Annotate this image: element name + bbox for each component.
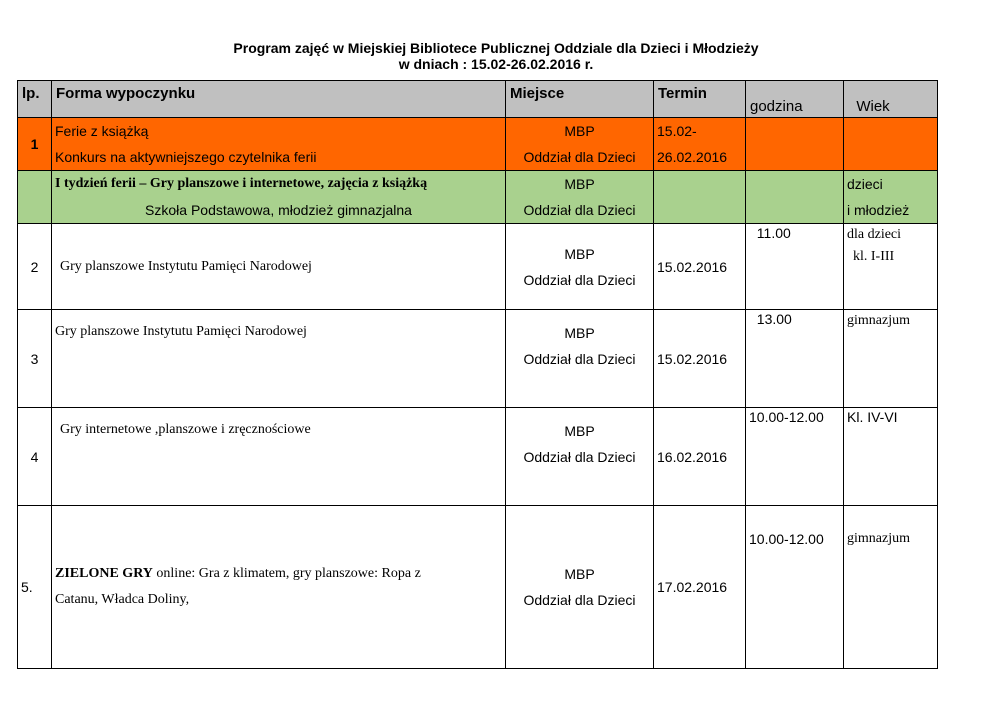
row-miejsce-line2: Oddział dla Dzieci [523, 592, 636, 608]
table-row [18, 171, 938, 224]
row-forma-rest: online: Gra z klimatem, gry planszowe: Ropa z [152, 566, 421, 581]
row-lp: 5. [18, 506, 52, 669]
row-termin-line2: 26.02.2016 [657, 149, 728, 165]
row-termin: 15.02.2016 [654, 224, 746, 310]
row-forma-line1: I tydzień ferii – Gry planszowe i internetowe, zajęcia z książką [55, 176, 428, 191]
row-miejsce [506, 408, 654, 506]
table-row [18, 118, 938, 171]
row-godzina: 10.00-12.00 [746, 506, 844, 669]
row-forma-line2: Konkurs na aktywniejszego czytelnika ferii [55, 149, 317, 165]
row-termin: 17.02.2016 [654, 506, 746, 669]
header-forma: Forma wypoczynku [52, 81, 506, 118]
row-forma-line1 [55, 561, 502, 587]
header-miejsce: Miejsce [506, 81, 654, 118]
row-miejsce-line1: MBP [564, 176, 595, 192]
document-subtitle: w dniach : 15.02-26.02.2016 r. [398, 56, 594, 72]
row-godzina [746, 118, 844, 171]
row-termin-line1: 15.02- [657, 123, 697, 139]
row-miejsce-line2: Oddział dla Dzieci [523, 449, 636, 465]
row-miejsce-line2: Oddział dla Dzieci [523, 202, 636, 218]
row-miejsce [506, 506, 654, 669]
row-wiek: Kl. IV-VI [844, 408, 938, 506]
row-forma-bold: ZIELONE GRY [55, 566, 153, 581]
row-miejsce-line1: MBP [564, 245, 595, 262]
row-miejsce-line1: MBP [564, 423, 595, 439]
row-miejsce [506, 171, 654, 224]
table-row [18, 506, 938, 669]
row-miejsce-line1: MBP [564, 325, 595, 341]
row-lp: 2 [18, 224, 52, 310]
row-wiek [844, 224, 938, 310]
row-wiek: gimnazjum [844, 506, 938, 669]
table-row [18, 224, 938, 310]
row-wiek-line2: kl. I-III [853, 249, 895, 264]
row-forma [52, 506, 506, 669]
row-miejsce-line1: MBP [564, 123, 595, 139]
row-godzina: 11.00 [746, 224, 844, 310]
row-forma: Gry planszowe Instytutu Pamięci Narodowej [52, 310, 506, 408]
row-lp [18, 171, 52, 224]
row-miejsce [506, 310, 654, 408]
row-lp: 3 [18, 310, 52, 408]
document-title: Program zajęć w Miejskiej Bibliotece Publicznej Oddziale dla Dzieci i Młodzieży [233, 40, 759, 56]
row-wiek-line2: i młodzież [847, 202, 910, 218]
row-miejsce-line1: MBP [564, 566, 595, 582]
row-wiek-line1: dzieci [847, 176, 883, 192]
row-forma-line1: Ferie z książką [55, 123, 149, 139]
row-wiek: gimnazjum [844, 310, 938, 408]
row-forma: Gry internetowe ,planszowe i zręcznościowe [52, 408, 506, 506]
row-miejsce-line2: Oddział dla Dzieci [523, 351, 636, 367]
row-forma [52, 118, 506, 171]
header-lp: lp. [18, 81, 52, 118]
row-godzina: 10.00-12.00 [746, 408, 844, 506]
table-row [18, 408, 938, 506]
header-termin: Termin [654, 81, 746, 118]
row-miejsce-line2: Oddział dla Dzieci [523, 271, 636, 288]
row-lp: 4 [18, 408, 52, 506]
row-miejsce [506, 118, 654, 171]
schedule-table [17, 80, 938, 669]
row-godzina: 13.00 [746, 310, 844, 408]
row-wiek [844, 171, 938, 224]
row-forma [52, 171, 506, 224]
table-header-row [18, 81, 938, 118]
row-forma-line2: Szkoła Podstawowa, młodzież gimnazjalna [145, 202, 412, 218]
row-termin [654, 171, 746, 224]
row-forma: Gry planszowe Instytutu Pamięci Narodowej [52, 224, 506, 310]
row-wiek [844, 118, 938, 171]
row-lp: 1 [18, 118, 52, 171]
header-wiek: Wiek [844, 81, 938, 118]
row-termin: 16.02.2016 [654, 408, 746, 506]
row-miejsce-line2: Oddział dla Dzieci [523, 149, 636, 165]
header-godzina: godzina [746, 81, 844, 118]
row-forma-line2: Catanu, Władca Doliny, [55, 592, 190, 607]
row-wiek-line1: dla dzieci [847, 227, 902, 242]
row-termin [654, 118, 746, 171]
row-termin: 15.02.2016 [654, 310, 746, 408]
row-godzina [746, 171, 844, 224]
row-miejsce [506, 224, 654, 310]
table-row [18, 310, 938, 408]
